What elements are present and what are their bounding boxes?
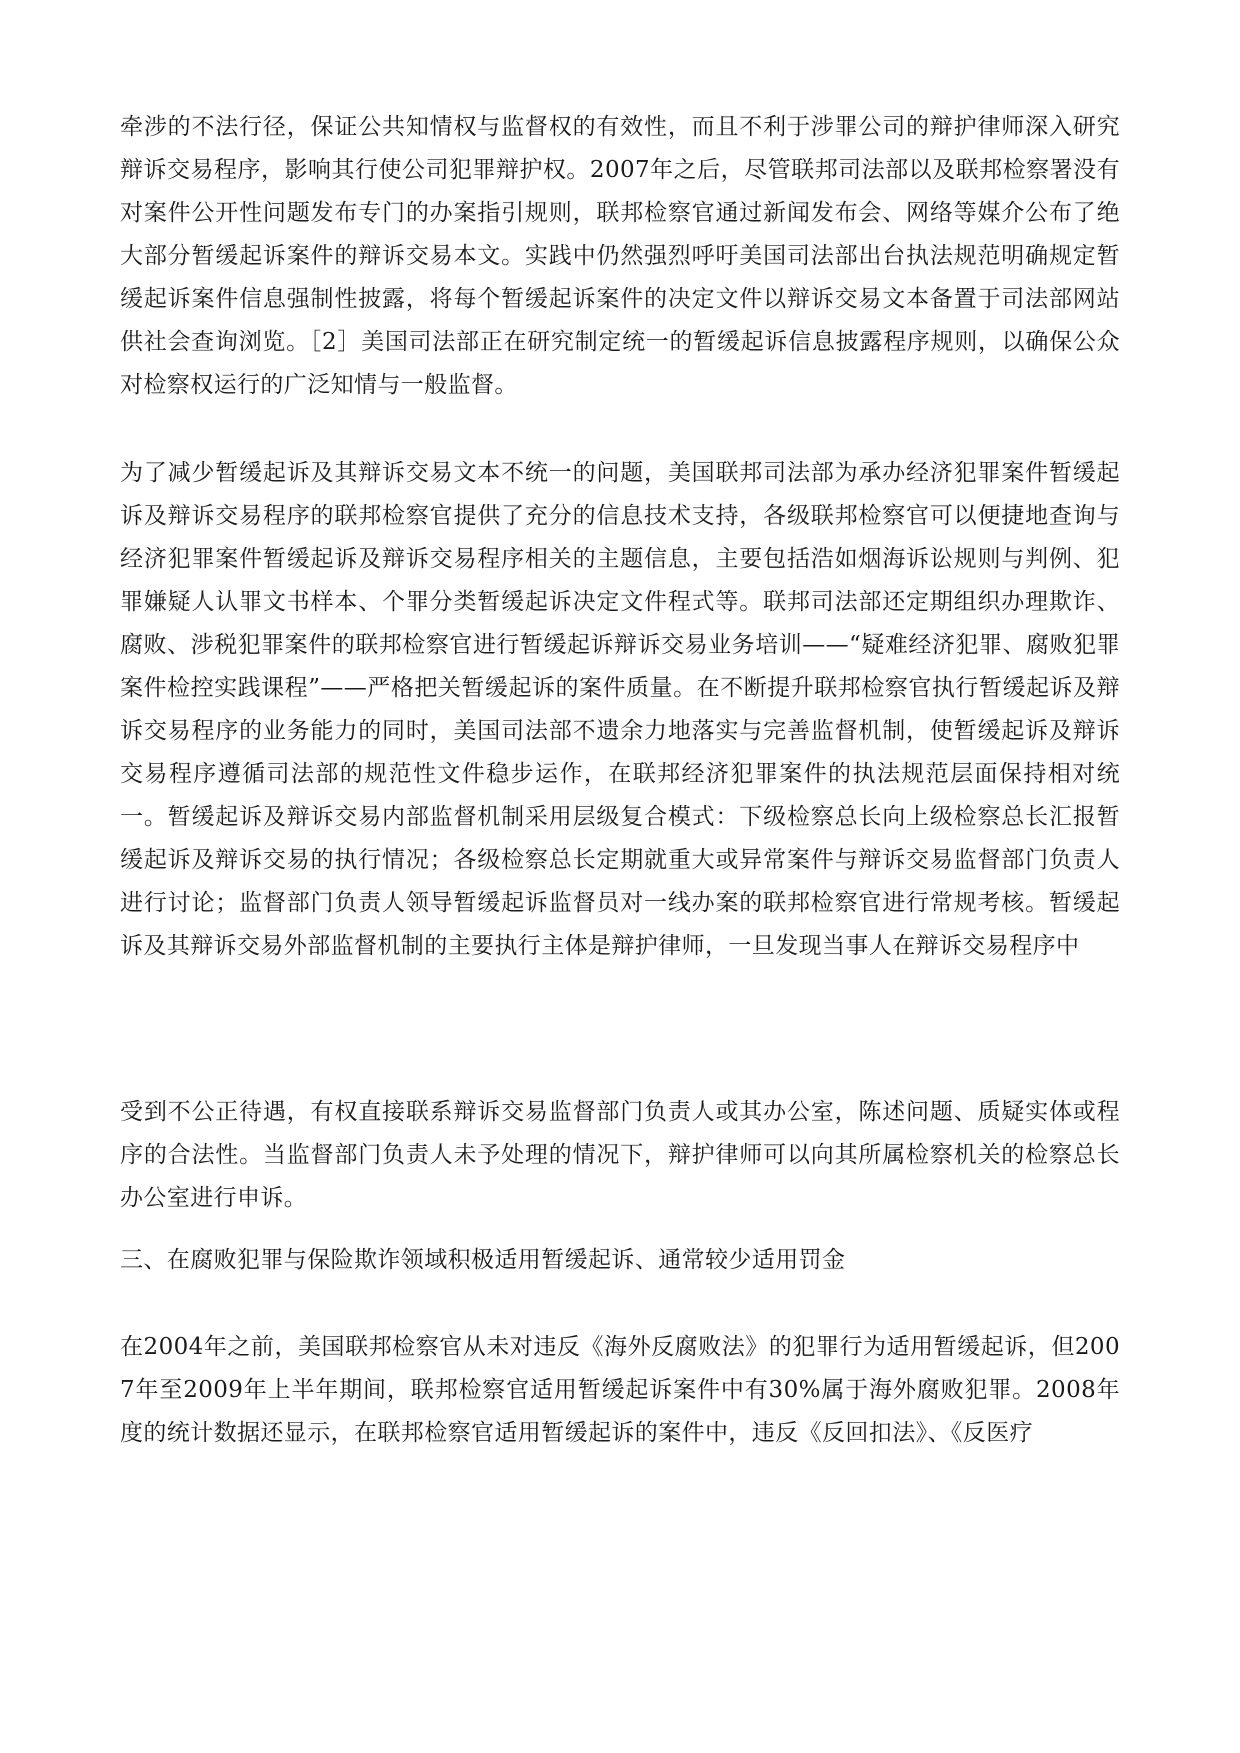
paragraph-4: 在2004年之前，美国联邦检察官从未对违反《海外反腐败法》的犯罪行为适用暂缓起诉，但2007年至2009年上半年期间，联邦检察官适用暂缓起诉案件中有30%属于海外腐败犯罪。2008年度的统计数据还显示，在联邦检察官适用暂缓起诉的案件中，违反《反回扣法》、《反医疗 (120, 1334, 1120, 1446)
paragraph-1: 牵涉的不法行径，保证公共知情权与监督权的有效性，而且不利于涉罪公司的辩护律师深入研究辩诉交易程序，影响其行使公司犯罪辩护权。2007年之后，尽管联邦司法部以及联邦检察署没有对案件公开性问题发布专门的办案指引规则，联邦检察官通过新闻发布会、网络等媒介公布了绝大部分暂缓起诉案件的辩诉交易本文。实践中仍然强烈呼吁美国司法部出台执法规范明确规定暂缓起诉案件信息强制性披露，将每个暂缓起诉案件的决定文件以辩诉交易文本备置于司法部网站供社会查询浏览。［2］美国司法部正在研究制定统一的暂缓起诉信息披露程序规则，以确保公众对检察权运行的广泛知情与一般监督。 (120, 114, 1120, 398)
section-heading: 三、在腐败犯罪与保险欺诈领域积极适用暂缓起诉、通常较少适用罚金 (120, 1247, 846, 1273)
paragraph-3: 受到不公正待遇，有权直接联系辩诉交易监督部门负责人或其办公室，陈述问题、质疑实体或程序的合法性。当监督部门负责人未予处理的情况下，辩护律师可以向其所属检察机关的检察总长办公室进行申诉。 (120, 1099, 1120, 1211)
paragraph-2: 为了减少暂缓起诉及其辩诉交易文本不统一的问题，美国联邦司法部为承办经济犯罪案件暂缓起诉及辩诉交易程序的联邦检察官提供了充分的信息技术支持，各级联邦检察官可以便捷地查询与经济犯罪案件暂缓起诉及辩诉交易程序相关的主题信息，主要包括浩如烟海诉讼规则与判例、犯罪嫌疑人认罪文书样本、个罪分类暂缓起诉决定文件程式等。联邦司法部还定期组织办理欺诈、腐败、涉税犯罪案件的联邦检察官进行暂缓起诉辩诉交易业务培训——“疑难经济犯罪、腐败犯罪案件检控实践课程”——严格把关暂缓起诉的案件质量。在不断提升联邦检察官执行暂缓起诉及辩诉交易程序的业务能力的同时，美国司法部不遗余力地落实与完善监督机制，使暂缓起诉及辩诉交易程序遵循司法部的规范性文件稳步运作，在联邦经济犯罪案件的执法规范层面保持相对统一。暂缓起诉及辩诉交易内部监督机制采用层级复合模式：下级检察总长向上级检察总长汇报暂缓起诉及辩诉交易的执行情况；各级检察总长定期就重大或异常案件与辩诉交易监督部门负责人进行讨论；监督部门负责人领导暂缓起诉监督员对一线办案的联邦检察官进行常规考核。暂缓起诉及其辩诉交易外部监督机制的主要执行主体是辩护律师，一旦发现当事人在辩诉交易程序中 (120, 460, 1120, 959)
